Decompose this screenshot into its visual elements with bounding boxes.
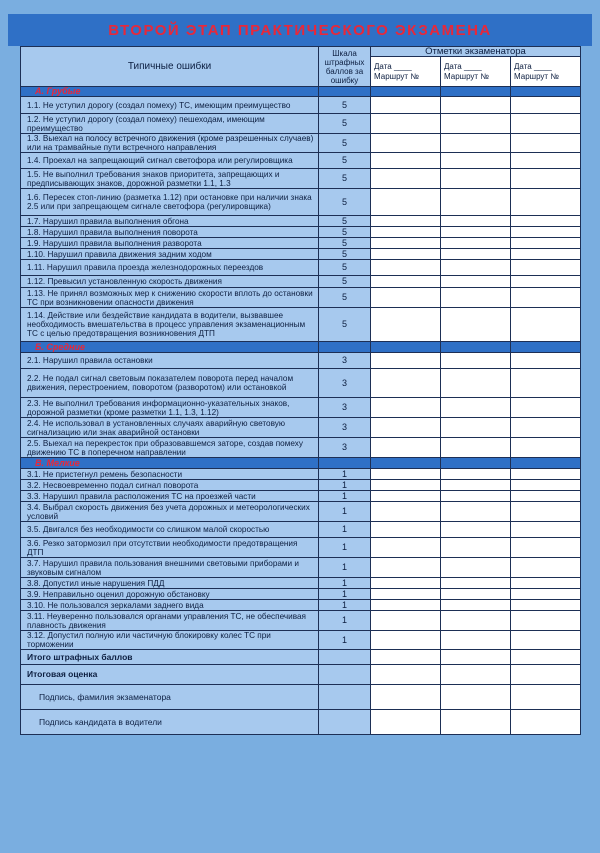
- error-description: 1.7. Нарушил правила выполнения обгона: [21, 216, 319, 227]
- error-description: 1.4. Проехал на запрещающий сигнал светофора или регулировщика: [21, 153, 319, 169]
- error-row: [21, 276, 581, 288]
- exam-cell[interactable]: [371, 189, 441, 216]
- exam-cell[interactable]: [371, 114, 441, 134]
- error-description: 1.14. Действие или бездействие кандидата в водители, вызвавшее необходимость вмешательства в процесс управления экзаменационным ТС с целью предотвращения возникновения ДТП: [21, 308, 319, 342]
- error-description: 3.10. Не пользовался зеркалами заднего вида: [21, 600, 319, 611]
- error-description: 3.12. Допустил полную или частичную блокировку колес ТС при торможении: [21, 631, 319, 650]
- exam-cell[interactable]: [511, 665, 581, 685]
- penalty-points: 1: [319, 589, 371, 600]
- signature-cell[interactable]: [511, 710, 581, 735]
- exam-cell[interactable]: [441, 650, 511, 665]
- date-label: Дата ____: [374, 61, 412, 71]
- exam-cell[interactable]: [371, 398, 441, 418]
- error-description: 3.11. Неуверенно пользовался органами управления ТС, не обеспечивая плавность движения: [21, 611, 319, 631]
- marks-header: Отметки экзаменатора: [371, 47, 581, 57]
- error-row: [21, 134, 581, 153]
- penalty-points: 1: [319, 600, 371, 611]
- penalty-total-label: Итого штрафных баллов: [21, 650, 319, 665]
- exam-column-3[interactable]: [511, 57, 581, 87]
- exam-cell[interactable]: [371, 480, 441, 491]
- error-description: 3.2. Несвоевременно подал сигнал поворота: [21, 480, 319, 491]
- exam-cell[interactable]: [371, 538, 441, 558]
- exam-cell[interactable]: [441, 260, 511, 276]
- error-description: 2.4. Не использовал в установленных случаях аварийную световую сигнализацию или знак аварийной остановки: [21, 418, 319, 438]
- error-row: [21, 491, 581, 502]
- signature-cell[interactable]: [441, 710, 511, 735]
- error-description: 1.6. Пересек стоп-линию (разметка 1.12) при остановке при наличии знака 2.5 или при запрещающем сигнале светофора (регулировщика): [21, 189, 319, 216]
- error-description: 1.1. Не уступил дорогу (создал помеху) ТС, имеющим преимущество: [21, 97, 319, 114]
- error-row: [21, 398, 581, 418]
- exam-cell[interactable]: [511, 538, 581, 558]
- exam-cell[interactable]: [511, 216, 581, 227]
- error-row: [21, 418, 581, 438]
- candidate-signature-label: Подпись кандидата в водители: [21, 710, 319, 735]
- exam-cell[interactable]: [511, 238, 581, 249]
- penalty-points: 1: [319, 558, 371, 578]
- error-description: 2.2. Не подал сигнал световым показателем поворота перед началом движения, перестроением, поворотом (разворотом) или остановкой: [21, 369, 319, 398]
- penalty-points: 5: [319, 227, 371, 238]
- error-description: 3.4. Выбрал скорость движения без учета дорожных и метеорологических условий: [21, 502, 319, 522]
- exam-cell[interactable]: [441, 538, 511, 558]
- penalty-points: 5: [319, 153, 371, 169]
- signature-cell[interactable]: [371, 710, 441, 735]
- error-row: [21, 558, 581, 578]
- exam-cell[interactable]: [511, 97, 581, 114]
- exam-cell[interactable]: [441, 189, 511, 216]
- exam-cell[interactable]: [511, 418, 581, 438]
- penalty-points: 1: [319, 631, 371, 650]
- exam-cell[interactable]: [371, 97, 441, 114]
- exam-cell[interactable]: [441, 611, 511, 631]
- exam-cell[interactable]: [371, 665, 441, 685]
- error-row: [21, 97, 581, 114]
- penalty-points: 3: [319, 353, 371, 369]
- penalty-points: 5: [319, 288, 371, 308]
- signature-cell[interactable]: [511, 685, 581, 710]
- exam-cell[interactable]: [371, 491, 441, 502]
- signature-cell[interactable]: [371, 685, 441, 710]
- exam-cell[interactable]: [441, 308, 511, 342]
- error-description: 1.2. Не уступил дорогу (создал помеху) пешеходам, имеющим преимущество: [21, 114, 319, 134]
- exam-cell[interactable]: [441, 418, 511, 438]
- penalty-points: 1: [319, 522, 371, 538]
- error-row: [21, 369, 581, 398]
- error-description: 1.11. Нарушил правила проезда железнодорожных переездов: [21, 260, 319, 276]
- section-header: [21, 458, 581, 469]
- error-row: [21, 578, 581, 589]
- exam-cell[interactable]: [511, 260, 581, 276]
- error-row: [21, 611, 581, 631]
- exam-cell[interactable]: [441, 522, 511, 538]
- exam-cell[interactable]: [371, 650, 441, 665]
- exam-cell[interactable]: [441, 249, 511, 260]
- error-row: [21, 153, 581, 169]
- exam-cell[interactable]: [441, 491, 511, 502]
- section-header: [21, 87, 581, 97]
- exam-cell[interactable]: [371, 631, 441, 650]
- error-row: [21, 288, 581, 308]
- exam-cell[interactable]: [441, 469, 511, 480]
- error-description: 1.13. Не принял возможных мер к снижению скорости вплоть до остановки ТС при возникновении опасности движения: [21, 288, 319, 308]
- exam-cell[interactable]: [511, 189, 581, 216]
- penalty-points: 1: [319, 480, 371, 491]
- exam-cell[interactable]: [511, 276, 581, 288]
- exam-cell[interactable]: [511, 114, 581, 134]
- penalty-points: 1: [319, 578, 371, 589]
- error-description: 1.5. Не выполнил требования знаков приоритета, запрещающих и предписывающих знаков, дорожной разметки 1.1, 1.3: [21, 169, 319, 189]
- exam-cell[interactable]: [441, 631, 511, 650]
- penalty-points: 1: [319, 502, 371, 522]
- error-row: [21, 216, 581, 227]
- exam-cell[interactable]: [511, 169, 581, 189]
- penalty-points: 5: [319, 189, 371, 216]
- penalty-points: 3: [319, 438, 371, 458]
- penalty-points: 3: [319, 418, 371, 438]
- exam-cell[interactable]: [511, 308, 581, 342]
- error-description: 1.9. Нарушил правила выполнения разворота: [21, 238, 319, 249]
- error-description: 3.9. Неправильно оценил дорожную обстановку: [21, 589, 319, 600]
- error-row: [21, 353, 581, 369]
- error-row: [21, 260, 581, 276]
- exam-cell[interactable]: [511, 398, 581, 418]
- error-description: 1.8. Нарушил правила выполнения поворота: [21, 227, 319, 238]
- section-title: Б. Средние: [21, 342, 319, 353]
- error-description: 3.8. Допустил иные нарушения ПДД: [21, 578, 319, 589]
- title-banner: [8, 14, 592, 46]
- exam-cell[interactable]: [371, 558, 441, 578]
- penalty-points: 1: [319, 538, 371, 558]
- exam-cell[interactable]: [511, 438, 581, 458]
- error-row: [21, 438, 581, 458]
- exam-cell[interactable]: [511, 249, 581, 260]
- error-description: 3.3. Нарушил правила расположения ТС на проезжей части: [21, 491, 319, 502]
- page-title: ВТОРОЙ ЭТАП ПРАКТИЧЕСКОГО ЭКЗАМЕНА: [108, 21, 492, 39]
- penalty-points: 1: [319, 611, 371, 631]
- exam-cell[interactable]: [511, 600, 581, 611]
- route-label: Маршрут №: [374, 71, 419, 81]
- exam-cell[interactable]: [441, 288, 511, 308]
- date-label: Дата ____: [444, 61, 482, 71]
- exam-cell[interactable]: [371, 216, 441, 227]
- penalty-points: 1: [319, 469, 371, 480]
- exam-cell[interactable]: [371, 169, 441, 189]
- penalty-points: 5: [319, 238, 371, 249]
- signature-cell[interactable]: [441, 685, 511, 710]
- exam-cell[interactable]: [511, 491, 581, 502]
- exam-cell[interactable]: [511, 134, 581, 153]
- exam-cell[interactable]: [511, 502, 581, 522]
- error-row: [21, 114, 581, 134]
- exam-cell[interactable]: [371, 134, 441, 153]
- exam-cell[interactable]: [371, 600, 441, 611]
- error-row: [21, 249, 581, 260]
- exam-column-2[interactable]: [441, 57, 511, 87]
- penalty-points: 5: [319, 249, 371, 260]
- error-row: [21, 522, 581, 538]
- penalty-points: 5: [319, 134, 371, 153]
- error-description: 1.3. Выехал на полосу встречного движения (кроме разрешенных случаев) или на трамвайные пути встречного направления: [21, 134, 319, 153]
- penalty-points: 3: [319, 398, 371, 418]
- errors-header: Типичные ошибки: [21, 47, 319, 87]
- exam-cell[interactable]: [441, 398, 511, 418]
- exam-cell[interactable]: [441, 502, 511, 522]
- section-title: В. Мелкие: [21, 458, 319, 469]
- error-description: 3.1. Не пристегнул ремень безопасности: [21, 469, 319, 480]
- error-row: [21, 538, 581, 558]
- exam-cell[interactable]: [511, 589, 581, 600]
- exam-cell[interactable]: [371, 260, 441, 276]
- exam-cell[interactable]: [371, 308, 441, 342]
- scale-header: Шкала штрафных баллов за ошибку: [319, 47, 371, 87]
- exam-cell[interactable]: [511, 611, 581, 631]
- exam-cell[interactable]: [441, 169, 511, 189]
- exam-cell[interactable]: [441, 480, 511, 491]
- route-label: Маршрут №: [514, 71, 559, 81]
- error-row: [21, 589, 581, 600]
- exam-cell[interactable]: [371, 578, 441, 589]
- error-description: 1.12. Превысил установленную скорость движения: [21, 276, 319, 288]
- exam-cell[interactable]: [371, 418, 441, 438]
- exam-cell[interactable]: [371, 469, 441, 480]
- exam-cell[interactable]: [371, 238, 441, 249]
- error-row: [21, 600, 581, 611]
- exam-cell[interactable]: [441, 216, 511, 227]
- error-description: 3.7. Нарушил правила пользования внешними световыми приборами и звуковым сигналом: [21, 558, 319, 578]
- error-row: [21, 631, 581, 650]
- exam-cell[interactable]: [511, 153, 581, 169]
- final-grade-label: Итоговая оценка: [21, 665, 319, 685]
- date-label: Дата ____: [514, 61, 552, 71]
- exam-cell[interactable]: [371, 288, 441, 308]
- exam-cell[interactable]: [371, 502, 441, 522]
- section-header: [21, 342, 581, 353]
- exam-table: [20, 46, 581, 735]
- exam-cell[interactable]: [441, 600, 511, 611]
- penalty-points: 5: [319, 114, 371, 134]
- exam-cell[interactable]: [511, 631, 581, 650]
- exam-cell[interactable]: [371, 589, 441, 600]
- penalty-points: 1: [319, 491, 371, 502]
- error-description: 2.1. Нарушил правила остановки: [21, 353, 319, 369]
- penalty-points: 5: [319, 169, 371, 189]
- penalty-points: 3: [319, 369, 371, 398]
- exam-cell[interactable]: [371, 438, 441, 458]
- exam-cell[interactable]: [441, 665, 511, 685]
- exam-cell[interactable]: [371, 249, 441, 260]
- penalty-points: 5: [319, 216, 371, 227]
- error-description: 2.5. Выехал на перекресток при образовавшемся заторе, создав помеху движению ТС в поперечном направлении: [21, 438, 319, 458]
- exam-cell[interactable]: [371, 353, 441, 369]
- error-row: [21, 189, 581, 216]
- exam-cell[interactable]: [441, 558, 511, 578]
- exam-cell[interactable]: [441, 238, 511, 249]
- error-row: [21, 469, 581, 480]
- exam-cell[interactable]: [371, 227, 441, 238]
- exam-cell[interactable]: [511, 469, 581, 480]
- error-description: 1.10. Нарушил правила движения задним ходом: [21, 249, 319, 260]
- error-row: [21, 308, 581, 342]
- error-description: 2.3. Не выполнил требования информационно-указательных знаков, дорожной разметки (кроме разметки 1.1, 1.3, 1.12): [21, 398, 319, 418]
- penalty-points: 5: [319, 97, 371, 114]
- exam-cell[interactable]: [511, 558, 581, 578]
- error-description: 3.5. Двигался без необходимости со слишком малой скоростью: [21, 522, 319, 538]
- section-title: А. Грубые: [21, 87, 319, 97]
- exam-cell[interactable]: [371, 276, 441, 288]
- examiner-signature-label: Подпись, фамилия экзаменатора: [21, 685, 319, 710]
- error-row: [21, 238, 581, 249]
- error-row: [21, 227, 581, 238]
- exam-column-1[interactable]: [371, 57, 441, 87]
- penalty-points: 5: [319, 260, 371, 276]
- error-row: [21, 169, 581, 189]
- route-label: Маршрут №: [444, 71, 489, 81]
- exam-cell[interactable]: [511, 369, 581, 398]
- error-row: [21, 480, 581, 491]
- exam-cell[interactable]: [511, 353, 581, 369]
- exam-cell[interactable]: [511, 288, 581, 308]
- exam-cell[interactable]: [441, 276, 511, 288]
- error-description: 3.6. Резко затормозил при отсутствии необходимости предотвращения ДТП: [21, 538, 319, 558]
- penalty-points: 5: [319, 276, 371, 288]
- exam-cell[interactable]: [511, 227, 581, 238]
- exam-cell[interactable]: [441, 97, 511, 114]
- exam-cell[interactable]: [441, 353, 511, 369]
- exam-cell[interactable]: [441, 438, 511, 458]
- exam-cell[interactable]: [441, 153, 511, 169]
- exam-cell[interactable]: [441, 227, 511, 238]
- exam-cell[interactable]: [441, 134, 511, 153]
- error-row: [21, 502, 581, 522]
- exam-cell[interactable]: [371, 611, 441, 631]
- exam-cell[interactable]: [441, 114, 511, 134]
- exam-cell[interactable]: [511, 578, 581, 589]
- exam-cell[interactable]: [371, 369, 441, 398]
- exam-cell[interactable]: [441, 369, 511, 398]
- exam-cell[interactable]: [511, 650, 581, 665]
- penalty-points: 5: [319, 308, 371, 342]
- exam-cell[interactable]: [511, 522, 581, 538]
- exam-cell[interactable]: [441, 578, 511, 589]
- exam-cell[interactable]: [371, 153, 441, 169]
- exam-cell[interactable]: [511, 480, 581, 491]
- exam-cell[interactable]: [371, 522, 441, 538]
- exam-cell[interactable]: [441, 589, 511, 600]
